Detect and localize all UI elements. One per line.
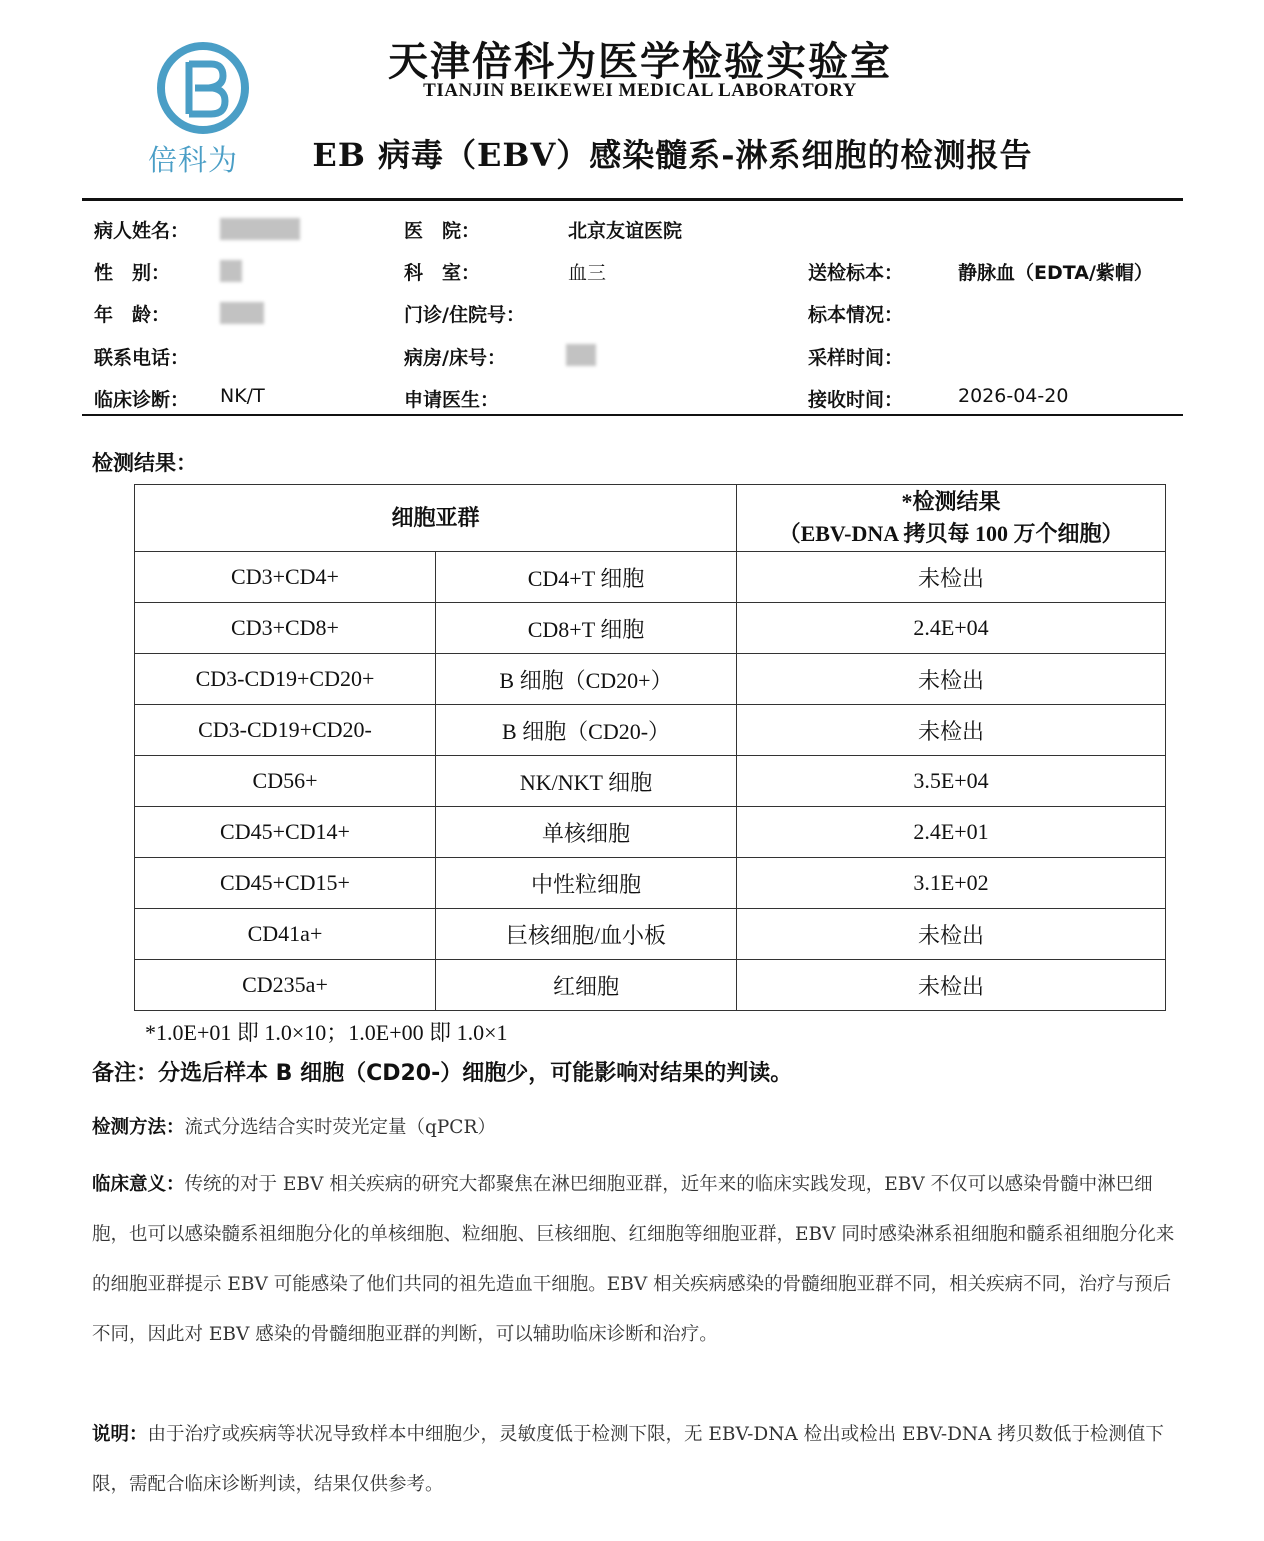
marker-cell: CD3+CD4+ [135,552,436,603]
redacted-ward [566,344,596,366]
divider [82,198,1183,201]
redacted-name [220,218,300,240]
specimen-status-label: 标本情况： [808,304,904,326]
redacted-sex [220,260,242,282]
specimen-label: 送检标本： [808,262,904,284]
table-row [135,705,1166,756]
report-title: EB 病毒（EBV）感染髓系-淋系细胞的检测报告 [312,136,1033,174]
col-result-header [737,485,1166,552]
value-cell: 2.4E+04 [737,603,1166,654]
received-time-value: 2026-04-20 [958,385,1069,407]
cell-type-cell: 单核细胞 [436,807,737,858]
result-table [134,484,1166,1011]
diagnosis-label: 临床诊断： [94,389,190,411]
cell-type-cell: B 细胞（CD20-） [436,705,737,756]
department-label: 科 室： [404,262,481,284]
sex-label: 性 别： [94,262,171,284]
table-header-row [135,485,1166,552]
value-cell: 未检出 [737,960,1166,1011]
col-result-line1: *检测结果 [901,489,1001,514]
cell-type-cell: NK/NKT 细胞 [436,756,737,807]
significance-paragraph [92,1160,1177,1360]
table-row [135,603,1166,654]
marker-cell: CD3+CD8+ [135,603,436,654]
logo-text: 倍科为 [148,143,239,177]
table-footnote: *1.0E+01 即 1.0×10；1.0E+00 即 1.0×1 [145,1020,508,1045]
diagnosis-value: NK/T [220,385,265,407]
divider [82,414,1183,416]
redacted-age [220,302,264,324]
table-row [135,858,1166,909]
department-value: 血三 [568,262,607,284]
results-heading: 检测结果： [92,451,197,475]
note-text: 由于治疗或疾病等状况导致样本中细胞少，灵敏度低于检测下限，无 EBV-DNA 检出或检出 EBV-DNA 拷贝数低于检测值下限，需配合临床诊断判读，结果仅供参考。 [92,1424,1164,1495]
significance-text: 传统的对于 EBV 相关疾病的研究大都聚焦在淋巴细胞亚群，近年来的临床实践发现，EBV 不仅可以感染骨髓中淋巴细胞，也可以感染髓系祖细胞分化的单核细胞、粒细胞、巨核细胞、红细胞等细胞亚群，EBV 同时感染淋系祖细胞和髓系祖细胞分化来的细胞亚群提示 EBV 可能感染了他们共同的祖先造血干细胞。EBV 相关疾病感染的骨髓细胞亚群不同，相关疾病不同，治疗与预后不同，因此对 EBV 感染的骨髓细胞亚群的判断，可以辅助临床诊断和治疗。 [92,1174,1175,1345]
table-row [135,756,1166,807]
note-label: 说明： [92,1424,148,1445]
col-result-line2: （EBV-DNA 拷贝每 100 万个细胞） [778,521,1124,546]
table-row [135,552,1166,603]
cell-type-cell: CD8+T 细胞 [436,603,737,654]
marker-cell: CD45+CD15+ [135,858,436,909]
name-label: 病人姓名： [94,220,190,242]
sampling-time-label: 采样时间： [808,347,904,369]
hospital-value: 北京友谊医院 [568,220,683,242]
ward-label: 病房/床号： [404,347,506,369]
doctor-label: 申请医生： [404,389,500,411]
lab-name-en: TIANJIN BEIKEWEI MEDICAL LABORATORY [423,80,857,101]
received-time-label: 接收时间： [808,389,904,411]
age-label: 年 龄： [94,304,171,326]
marker-cell: CD3-CD19+CD20- [135,705,436,756]
outpatient-label: 门诊/住院号： [404,304,525,326]
marker-cell: CD45+CD14+ [135,807,436,858]
note-paragraph [92,1410,1177,1510]
cell-type-cell: 红细胞 [436,960,737,1011]
value-cell: 未检出 [737,705,1166,756]
lab-name-cn: 天津倍科为医学检验实验室 [388,38,892,85]
value-cell: 未检出 [737,654,1166,705]
value-cell: 3.5E+04 [737,756,1166,807]
value-cell: 未检出 [737,552,1166,603]
lab-logo-icon [155,40,251,136]
hospital-label: 医 院： [404,220,481,242]
method-paragraph [92,1103,1177,1153]
value-cell: 2.4E+01 [737,807,1166,858]
significance-label: 临床意义： [92,1174,185,1195]
method-label: 检测方法： [92,1117,185,1138]
marker-cell: CD3-CD19+CD20+ [135,654,436,705]
method-text: 流式分选结合实时荧光定量（qPCR） [184,1117,496,1138]
table-row [135,807,1166,858]
value-cell: 3.1E+02 [737,858,1166,909]
table-row [135,960,1166,1011]
col-subset-header: 细胞亚群 [135,485,737,552]
value-cell: 未检出 [737,909,1166,960]
marker-cell: CD41a+ [135,909,436,960]
cell-type-cell: CD4+T 细胞 [436,552,737,603]
remark: 备注：分选后样本 B 细胞（CD20-）细胞少，可能影响对结果的判读。 [92,1061,793,1086]
cell-type-cell: 中性粒细胞 [436,858,737,909]
table-row [135,909,1166,960]
specimen-value: 静脉血（EDTA/紫帽） [958,262,1153,284]
cell-type-cell: B 细胞（CD20+） [436,654,737,705]
table-row [135,654,1166,705]
cell-type-cell: 巨核细胞/血小板 [436,909,737,960]
marker-cell: CD56+ [135,756,436,807]
marker-cell: CD235a+ [135,960,436,1011]
phone-label: 联系电话： [94,347,190,369]
